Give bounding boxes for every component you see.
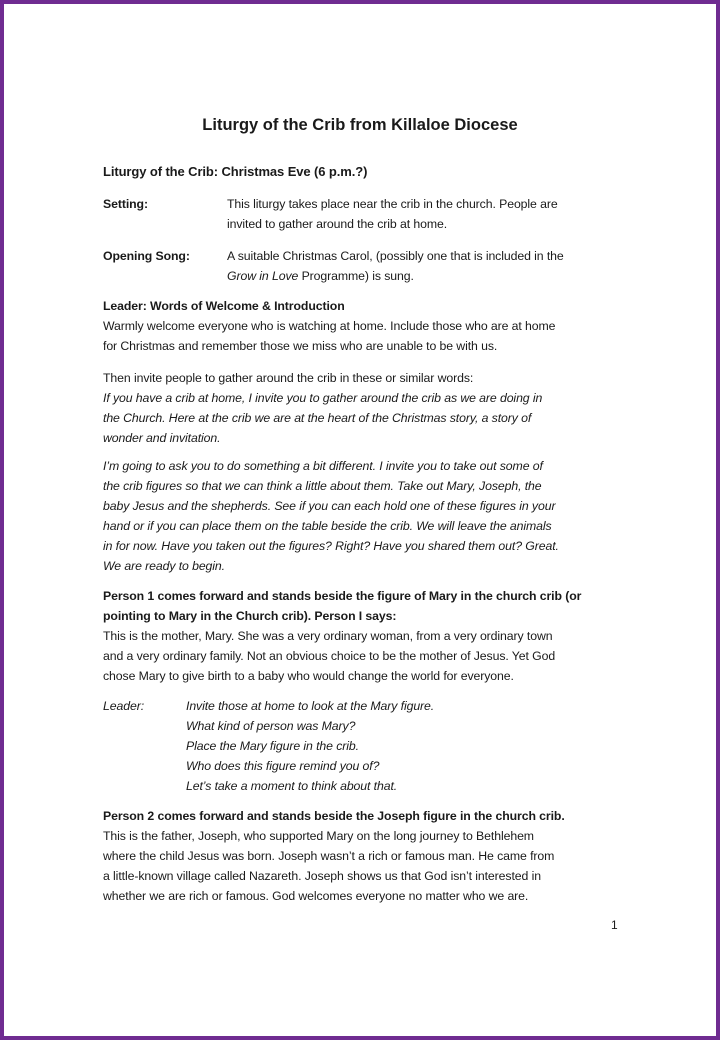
leader-instruction: Let’s take a moment to think about that. [186, 779, 398, 793]
opening-song-text: A suitable Christmas Carol, (possibly one that is included in the [227, 249, 564, 263]
leader-label: Leader: [103, 699, 145, 713]
person2-text: This is the father, Joseph, who supported Mary on the long journey to Bethlehem [103, 829, 534, 843]
figures-text: the crib figures so that we can think a little about them. Take out Mary, Joseph, the [103, 479, 542, 493]
person2-text: a little-known village called Nazareth. Joseph shows us that God isn’t interested in [103, 869, 541, 883]
setting-text: invited to gather around the crib at home. [227, 217, 448, 231]
person1-text: and a very ordinary family. Not an obvious choice to be the mother of Jesus. Yet God [103, 649, 556, 663]
leader-instruction: Invite those at home to look at the Mary figure. [186, 699, 435, 713]
welcome-text: for Christmas and remember those we miss who are unable to be with us. [103, 339, 498, 353]
person2-heading: Person 2 comes forward and stands beside the Joseph figure in the church crib. [103, 809, 565, 823]
setting-text: This liturgy takes place near the crib in the church. People are [227, 197, 558, 211]
invite-text: wonder and invitation. [103, 431, 221, 445]
leader-instruction: What kind of person was Mary? [186, 719, 356, 733]
person1-heading: Person 1 comes forward and stands beside the figure of Mary in the church crib (or [103, 589, 582, 603]
person2-text: where the child Jesus was born. Joseph wasn’t a rich or famous man. He came from [103, 849, 555, 863]
opening-song-text [227, 266, 414, 286]
invite-text: If you have a crib at home, I invite you to gather around the crib as we are doing in [103, 391, 543, 405]
person1-text: chose Mary to give birth to a baby who would change the world for everyone. [103, 669, 514, 683]
programme-name: Grow in Love [227, 269, 299, 283]
opening-song-label: Opening Song: [103, 249, 190, 263]
section-heading: Liturgy of the Crib: Christmas Eve (6 p.m.?) [103, 164, 368, 179]
welcome-heading: Leader: Words of Welcome & Introduction [103, 299, 345, 313]
person1-text: This is the mother, Mary. She was a very ordinary woman, from a very ordinary town [103, 629, 553, 643]
figures-text: I’m going to ask you to do something a bit different. I invite you to take out some of [103, 459, 543, 473]
opening-song-rest: Programme) is sung. [298, 269, 414, 283]
welcome-text: Warmly welcome everyone who is watching at home. Include those who are at home [103, 319, 556, 333]
setting-label: Setting: [103, 197, 148, 211]
figures-text: baby Jesus and the shepherds. See if you can each hold one of these figures in your [103, 499, 556, 513]
invite-intro: Then invite people to gather around the crib in these or similar words: [103, 371, 474, 385]
leader-instruction: Who does this figure remind you of? [186, 759, 380, 773]
person1-heading: pointing to Mary in the Church crib). Person I says: [103, 609, 397, 623]
figures-text: in for now. Have you taken out the figures? Right? Have you shared them out? Great. [103, 539, 559, 553]
figures-text: We are ready to begin. [103, 559, 225, 573]
figures-text: hand or if you can place them on the table beside the crib. We will leave the animals [103, 519, 552, 533]
person2-text: whether we are rich or famous. God welcomes everyone no matter who we are. [103, 889, 529, 903]
document-title: Liturgy of the Crib from Killaloe Diocese [202, 116, 518, 134]
page-number: 1 [611, 918, 618, 932]
invite-text: the Church. Here at the crib we are at the heart of the Christmas story, a story of [103, 411, 532, 425]
leader-instruction: Place the Mary figure in the crib. [186, 739, 359, 753]
